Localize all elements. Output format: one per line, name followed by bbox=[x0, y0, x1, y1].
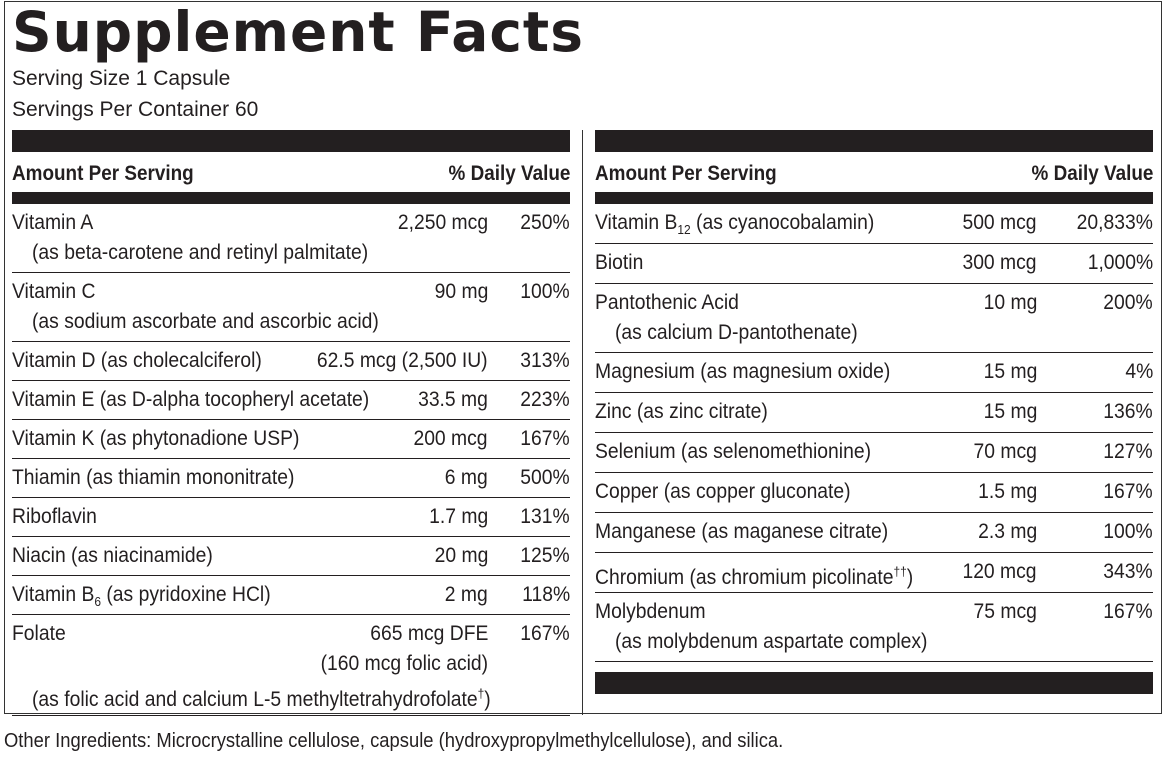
nutrient-daily-value: 250% bbox=[520, 211, 570, 234]
nutrient-name: Manganese (as maganese citrate) bbox=[595, 520, 889, 543]
nutrient-daily-value: 20,833% bbox=[1076, 211, 1153, 234]
nutrient-amount: 20 mg bbox=[434, 544, 488, 567]
nutrient-daily-value: 125% bbox=[520, 544, 570, 567]
nutrient-row bbox=[595, 593, 1153, 662]
thick-rule bbox=[595, 130, 1153, 152]
nutrient-name-text: Vitamin B bbox=[12, 583, 95, 606]
nutrient-row bbox=[12, 342, 570, 381]
nutrient-row bbox=[12, 537, 570, 576]
nutrient-rows bbox=[595, 204, 1153, 662]
dagger-mark: † bbox=[477, 686, 485, 701]
nutrient-amount: 75 mcg bbox=[973, 600, 1037, 623]
nutrient-name: Magnesium (as magnesium oxide) bbox=[595, 360, 891, 383]
nutrient-name: Vitamin C bbox=[12, 280, 96, 303]
nutrient-name: Vitamin D (as cholecalciferol) bbox=[12, 349, 262, 372]
nutrient-name-suffix: (as pyridoxine HCl) bbox=[100, 583, 271, 606]
nutrient-source: (as beta-carotene and retinyl palmitate) bbox=[32, 241, 369, 264]
nutrient-subscript: 12 bbox=[677, 222, 691, 238]
folate-source-text: (as folic acid and calcium L-5 methyltetrahydrofolate bbox=[32, 688, 478, 711]
nutrient-row bbox=[12, 498, 570, 537]
amount-header: Amount Per Serving bbox=[595, 162, 777, 185]
nutrient-amount: 33.5 mg bbox=[418, 388, 488, 411]
servings-per-container: Servings Per Container 60 bbox=[12, 98, 259, 121]
nutrient-amount: 300 mcg bbox=[962, 251, 1037, 274]
amount-header: Amount Per Serving bbox=[12, 162, 194, 185]
nutrient-name: Folate bbox=[12, 622, 66, 645]
nutrient-amount: 70 mcg bbox=[973, 440, 1037, 463]
nutrient-subscript: 6 bbox=[94, 594, 101, 610]
nutrient-row bbox=[595, 433, 1153, 473]
nutrient-source: (as molybdenum aspartate complex) bbox=[615, 630, 928, 653]
nutrient-source: (as sodium ascorbate and ascorbic acid) bbox=[32, 310, 379, 333]
nutrient-daily-value: 127% bbox=[1103, 440, 1153, 463]
nutrient-row bbox=[595, 553, 1153, 593]
nutrient-amount: 6 mg bbox=[445, 466, 488, 489]
nutrient-row bbox=[595, 473, 1153, 513]
nutrient-row bbox=[595, 353, 1153, 393]
nutrient-row bbox=[12, 381, 570, 420]
nutrient-source: (as calcium D-pantothenate) bbox=[615, 321, 858, 344]
nutrient-row bbox=[12, 615, 570, 716]
nutrient-daily-value: 500% bbox=[520, 466, 570, 489]
medium-rule bbox=[595, 192, 1153, 204]
nutrient-daily-value: 167% bbox=[520, 622, 570, 645]
nutrient-amount: 10 mg bbox=[983, 291, 1037, 314]
nutrient-daily-value: 100% bbox=[1103, 520, 1153, 543]
nutrient-row bbox=[12, 204, 570, 273]
nutrient-row bbox=[12, 576, 570, 615]
column-header bbox=[595, 152, 1153, 192]
nutrient-row bbox=[12, 459, 570, 498]
nutrient-daily-value: 136% bbox=[1103, 400, 1153, 423]
nutrient-name: Selenium (as selenomethionine) bbox=[595, 440, 871, 463]
nutrient-amount: 2 mg bbox=[445, 583, 488, 606]
nutrient-amount: 500 mcg bbox=[962, 211, 1037, 234]
nutrient-name-text: Chromium (as chromium picolinate bbox=[595, 566, 894, 589]
nutrient-name: Thiamin (as thiamin mononitrate) bbox=[12, 466, 295, 489]
nutrient-daily-value: 1,000% bbox=[1087, 251, 1153, 274]
nutrient-row bbox=[595, 204, 1153, 244]
nutrient-name bbox=[12, 580, 271, 617]
column-divider bbox=[582, 130, 583, 715]
serving-size: Serving Size 1 Capsule bbox=[12, 67, 231, 90]
nutrient-row bbox=[595, 393, 1153, 433]
nutrient-amount: 90 mg bbox=[434, 280, 488, 303]
nutrient-column-left bbox=[12, 130, 570, 716]
nutrient-rows bbox=[12, 204, 570, 716]
nutrient-daily-value: 167% bbox=[1103, 600, 1153, 623]
folate-source-suffix: ) bbox=[484, 688, 491, 711]
nutrient-name bbox=[595, 208, 874, 245]
dv-header: % Daily Value bbox=[1031, 162, 1153, 185]
nutrient-row bbox=[595, 284, 1153, 353]
nutrient-name-text: Vitamin B bbox=[595, 211, 678, 234]
nutrient-name: Vitamin E (as D-alpha tocopheryl acetate) bbox=[12, 388, 370, 411]
column-header bbox=[12, 152, 570, 192]
folic-acid-amount: (160 mcg folic acid) bbox=[320, 652, 488, 675]
nutrient-amount: 1.7 mg bbox=[428, 505, 488, 528]
nutrient-column-right bbox=[595, 130, 1153, 694]
thick-rule bbox=[12, 130, 570, 152]
nutrient-name: Molybdenum bbox=[595, 600, 706, 623]
nutrient-amount: 2,250 mcg bbox=[397, 211, 488, 234]
nutrient-amount: 200 mcg bbox=[413, 427, 488, 450]
label-title: Supplement Facts bbox=[12, 0, 584, 64]
nutrient-daily-value: 131% bbox=[520, 505, 570, 528]
other-ingredients: Other Ingredients: Microcrystalline cellulose, capsule (hydroxypropylmethylcellulose), and silica. bbox=[4, 730, 784, 752]
bottom-rule bbox=[595, 672, 1153, 694]
nutrient-row bbox=[12, 420, 570, 459]
nutrient-row bbox=[12, 273, 570, 342]
nutrient-name: Vitamin A bbox=[12, 211, 94, 234]
nutrient-amount: 15 mg bbox=[983, 360, 1037, 383]
nutrient-superscript: †† bbox=[893, 564, 907, 579]
nutrient-row bbox=[595, 513, 1153, 553]
nutrient-name: Riboflavin bbox=[12, 505, 97, 528]
medium-rule bbox=[12, 192, 570, 204]
nutrient-name: Biotin bbox=[595, 251, 644, 274]
nutrient-daily-value: 200% bbox=[1103, 291, 1153, 314]
nutrient-daily-value: 223% bbox=[520, 388, 570, 411]
folate-source bbox=[32, 679, 491, 715]
nutrient-name: Vitamin K (as phytonadione USP) bbox=[12, 427, 300, 450]
nutrient-row bbox=[595, 244, 1153, 284]
nutrient-daily-value: 118% bbox=[522, 583, 570, 606]
nutrient-name-suffix: (as cyanocobalamin) bbox=[690, 211, 875, 234]
nutrient-amount: 1.5 mg bbox=[977, 480, 1037, 503]
nutrient-name: Zinc (as zinc citrate) bbox=[595, 400, 768, 423]
nutrient-daily-value: 100% bbox=[520, 280, 570, 303]
nutrient-amount: 15 mg bbox=[983, 400, 1037, 423]
nutrient-daily-value: 343% bbox=[1103, 560, 1153, 583]
nutrient-daily-value: 167% bbox=[1103, 480, 1153, 503]
nutrient-daily-value: 313% bbox=[520, 349, 570, 372]
nutrient-amount: 2.3 mg bbox=[977, 520, 1037, 543]
nutrient-name: Niacin (as niacinamide) bbox=[12, 544, 213, 567]
nutrient-name bbox=[595, 557, 913, 593]
nutrient-daily-value: 167% bbox=[520, 427, 570, 450]
nutrient-amount: 62.5 mcg (2,500 IU) bbox=[317, 349, 488, 372]
nutrient-amount: 120 mcg bbox=[962, 560, 1037, 583]
nutrient-name: Pantothenic Acid bbox=[595, 291, 739, 314]
nutrient-amount: 665 mcg DFE bbox=[369, 622, 488, 645]
nutrient-name: Copper (as copper gluconate) bbox=[595, 480, 851, 503]
nutrient-name-suffix: ) bbox=[906, 566, 914, 589]
nutrient-daily-value: 4% bbox=[1125, 360, 1153, 383]
dv-header: % Daily Value bbox=[448, 162, 570, 185]
